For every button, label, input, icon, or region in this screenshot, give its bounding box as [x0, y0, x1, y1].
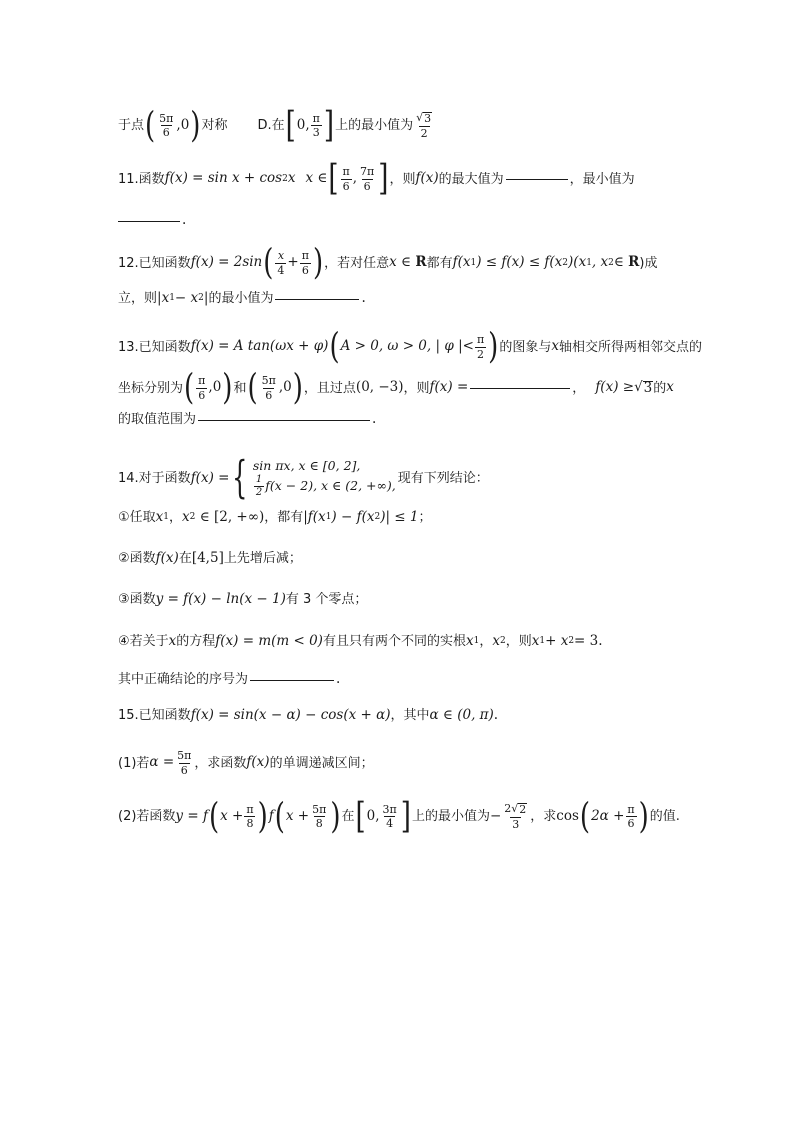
fraction: $\frac{5\pi}{6}$ — [261, 374, 276, 402]
fraction: 2√ 2 3 — [504, 802, 527, 831]
question-13-cont2: 的取值范围为 . — [118, 411, 377, 428]
fraction: $\frac{\pi}{6}$ — [627, 802, 635, 831]
fraction: $\frac{\pi}{6}$ — [342, 165, 350, 193]
question-13-cont: 坐标分别为 ( $\frac{\pi}{6}$ ,0 ) 和 ( $\frac{5\pi}{6}$ ,0 ) ，且过点 (0, −3) ，则 f(x) = ， f(x) ≥ √ 3 的 x — [118, 367, 674, 409]
question-11-cont: . — [118, 214, 684, 228]
question-11: 11.函数 f(x) = sin x + cos 2 x x ∈ [ $\frac{\pi}{6}$ , $\frac{7\pi}{6}$ ] ，则 f(x) 的最大值为 ，最小值为 — [118, 158, 635, 200]
answer-blank-fx[interactable] — [470, 387, 570, 389]
fraction: $\frac{5\pi}{8}$ — [312, 802, 327, 831]
question-12-cont: 立，则 |x 1 − x 2 | 的最小值为 . — [118, 290, 366, 307]
answer-blank[interactable] — [250, 679, 334, 681]
fraction: $\frac{5\pi}{6}$ — [159, 111, 174, 140]
question-14-answer: 其中正确结论的序号为 . — [118, 671, 341, 688]
answer-blank-range[interactable] — [198, 419, 370, 421]
fraction: $\frac{7\pi}{6}$ — [360, 165, 375, 193]
statement-3: ③函数 y = f(x) − ln(x − 1) 有 3 个零点； — [118, 591, 368, 608]
fraction: $\frac{\pi}{8}$ — [246, 802, 254, 831]
answer-blank[interactable] — [275, 298, 359, 300]
fraction: $\frac{\pi}{6}$ — [198, 374, 206, 402]
question-13: 13.已知函数 f(x) = A tan(ωx + φ) ( A > 0, ω > 0, | φ |< $\frac{\pi}{2}$ ) 的图象与 x 轴相交所得两相邻交点的 — [118, 326, 702, 368]
piecewise-cases: sin πx, x ∈ [0, 2], $\frac{1}{2}$ f(x − 2), x ∈ (2, +∞), — [252, 458, 396, 499]
statement-1: ①任取 x 1 ， x 2 ∈ [2, +∞) ，都有 |f(x 1 ) − f(x 2 )| ≤ 1 ； — [118, 509, 432, 526]
question-15-part-2: (2)若函数 y = f ( x + $\frac{\pi}{8}$ ) f ( x + $\frac{5\pi}{8}$ ) 在 [ 0, $\frac{3\pi}{4}$ ] 上的最小值为 − 2√ 2 3 ，求 cos ( 2α + $\frac{\pi}{6}$ ) 的值. — [118, 796, 680, 837]
q10-tail-line: 于点 ( $\frac{5\pi}{6}$ ,0 ) 对称 D.在 [ 0, $\frac{\pi}{3}$ ] 上的最小值为 √ 3 2 — [118, 112, 684, 139]
fraction: $\frac{x}{4}$ — [277, 249, 285, 277]
statement-4: ④若关于 x 的方程 f(x) = m(m < 0) 有且只有两个不同的实根 x 1 ， x 2 ，则 x 1 + x 2 = 3 . — [118, 633, 603, 650]
question-14: 14.对于函数 f(x) = { sin πx, x ∈ [0, 2], $\frac{1}{2}$ f(x − 2), x ∈ (2, +∞), 现有下列结论： — [118, 453, 489, 504]
fraction: $\frac{\pi}{2}$ — [476, 333, 485, 361]
fraction: √ 3 2 — [416, 111, 432, 140]
fraction: $\frac{\pi}{3}$ — [312, 111, 320, 140]
fraction: $\frac{\pi}{6}$ — [301, 249, 309, 277]
answer-blank-min[interactable] — [118, 220, 180, 222]
fraction: $\frac{3\pi}{4}$ — [382, 802, 397, 831]
question-15: 15.已知函数 f(x) = sin(x − α) − cos(x + α) ，其中 α ∈ (0, π) . — [118, 707, 499, 724]
question-15-part-1: (1)若 α = $\frac{5\pi}{6}$ ，求函数 f(x) 的单调递减区间； — [118, 749, 374, 777]
question-12: 12.已知函数 f(x) = 2sin ( $\frac{x}{4}$ + $\frac{\pi}{6}$ ) ，若对任意 x ∈ R 都有 f(x 1 ) ≤ f(x) ≤ f(x 2 )(x 1 , x 2 ∈ R )成 — [118, 242, 658, 284]
fraction: $\frac{5\pi}{6}$ — [177, 749, 192, 777]
statement-2: ②函数 f(x) 在 [4,5] 上先增后减； — [118, 550, 302, 567]
answer-blank-max[interactable] — [506, 178, 568, 180]
